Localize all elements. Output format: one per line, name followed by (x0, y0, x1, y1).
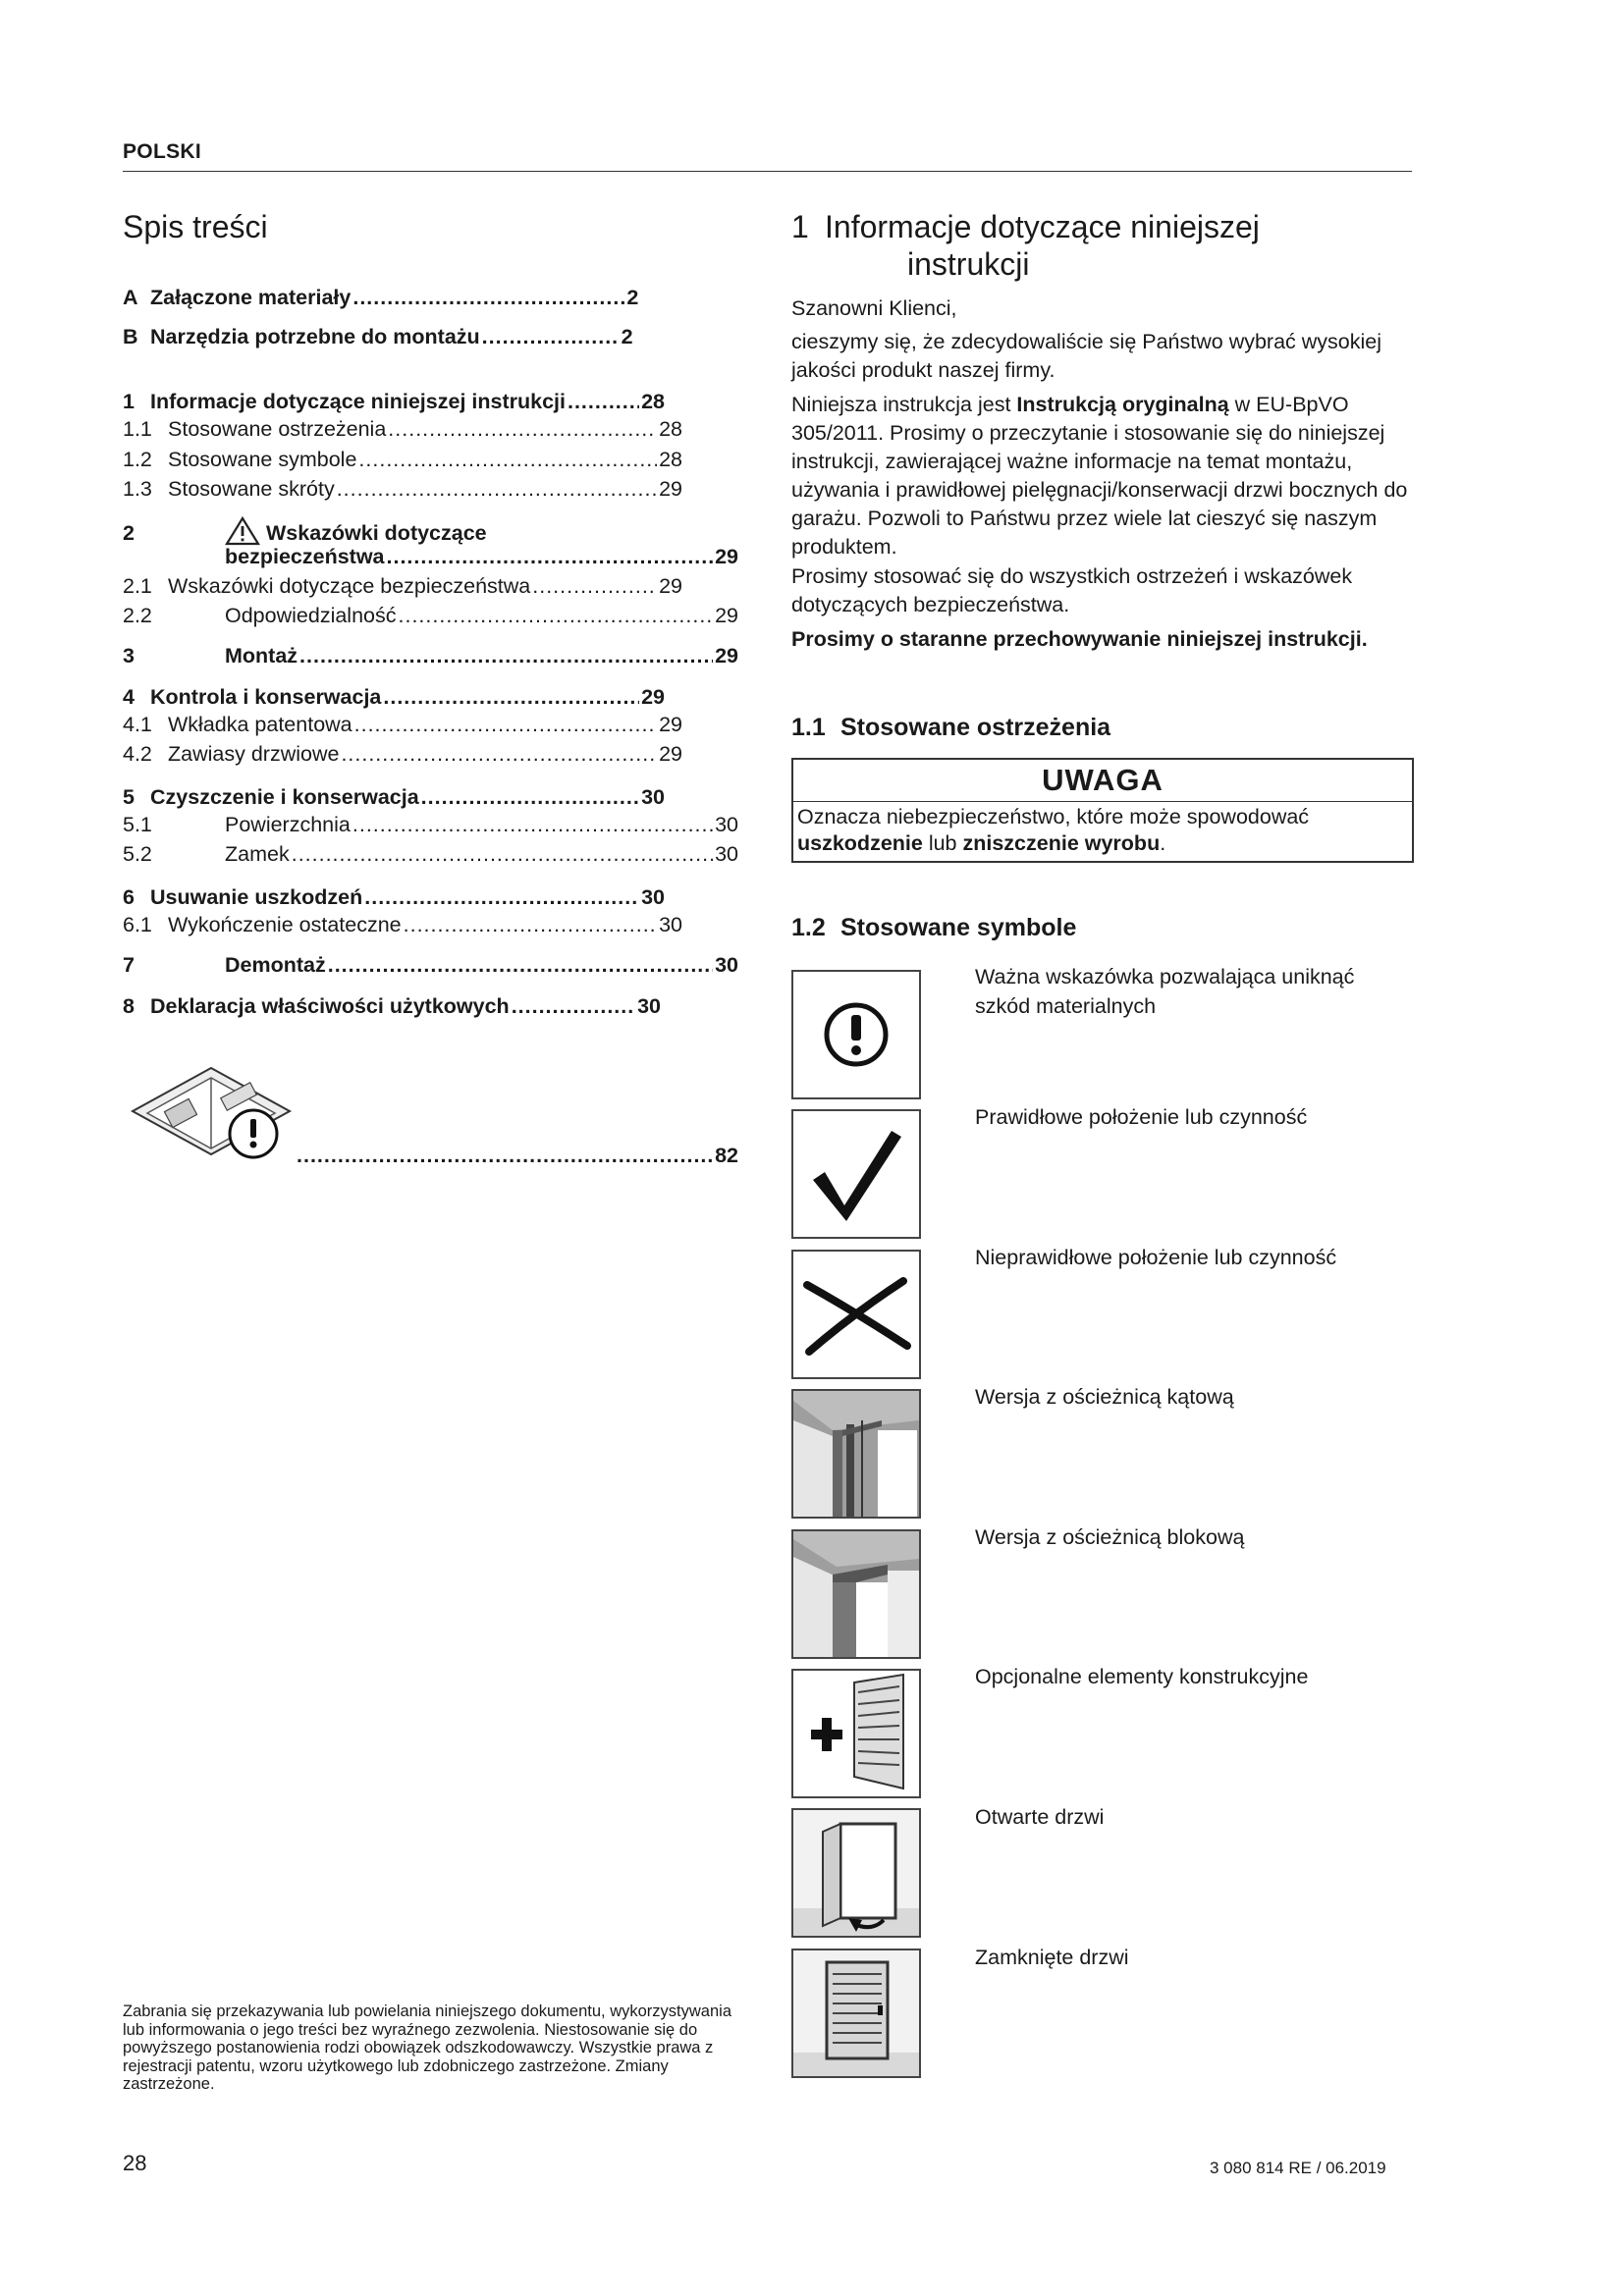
symbol-description: Otwarte drzwi (975, 1805, 1105, 1829)
toc-entry[interactable]: 4 Kontrola i konserwacja ..... 29 (123, 680, 665, 710)
open-door-icon (791, 1808, 921, 1938)
intro-paragraph: cieszymy się, że zdecydowaliście się Państwo wybrać wysokiej jakości produkt naszej firmy. (791, 330, 1382, 382)
toc-entry[interactable]: 7 Demontaż ..... 30 (123, 948, 738, 978)
optional-parts-icon (791, 1669, 921, 1798)
copyright-note: Zabrania się przekazywania lub powielania niniejszego dokumentu, wykorzystywania lub informowania o jego treści bez wyraźnego zezwolenia. Niestosowanie się do powyższego postanowienia rodzi obowiązek odszkodowawczy. Wszystkie prawa z rejestracji patentu, wzoru użytkowego lub zdobniczego zastrzeżone. Zmiany zastrzeżone. (123, 2002, 731, 2093)
toc-entry[interactable]: 1 Informacje dotyczące niniejszej instrukcji ..... 28 (123, 385, 665, 414)
warning-box (791, 758, 1414, 863)
toc-entry-2-line2[interactable]: bezpieczeństwa ..... 29 (225, 540, 738, 569)
symbol-description: Opcjonalne elementy konstrukcyjne (975, 1665, 1309, 1688)
keep-instructions-paragraph: Prosimy o staranne przechowywanie niniejszej instrukcji. (791, 627, 1368, 651)
cross-icon (791, 1250, 921, 1379)
toc-entry[interactable]: 6.1 Wykończenie ostateczne ..... 30 (123, 908, 682, 937)
document-code: 3 080 814 RE / 06.2019 (1210, 2159, 1386, 2177)
symbol-description: Zamknięte drzwi (975, 1946, 1129, 1969)
section-1-1-title: 1.1 Stosowane ostrzeżenia (791, 714, 1111, 741)
exclamation-icon (791, 970, 921, 1099)
warning-label: UWAGA (793, 760, 1412, 802)
section-1-title: 1 Informacje dotyczące niniejszej instrukcji (791, 209, 1260, 282)
toc-entry[interactable]: 2.2 Odpowiedzialność ..... 29 (123, 599, 738, 628)
toc-entry[interactable]: 5.2 Zamek ..... 30 (123, 837, 738, 867)
header-divider (123, 171, 1412, 172)
original-instruction-paragraph: Niniejsza instrukcja jest Instrukcją oryginalną w EU-BpVO 305/2011. Prosimy o przeczytanie i stosowanie się do niniejszej instrukcji, zawierającej ważne informacje na temat montażu, używania i prawidłowej pielęgnacji/konserwacji drzwi bocznych do garażu. Pozwoli to Państwu przez wiele lat cieszyć się naszym produktem. (791, 393, 1408, 559)
toc-entry[interactable]: 4.2 Zawiasy drzwiowe ..... 29 (123, 737, 682, 767)
greeting: Szanowni Klienci, (791, 296, 957, 320)
toc-entry[interactable]: 4.1 Wkładka patentowa ..... 29 (123, 708, 682, 737)
toc-entry[interactable]: 5 Czyszczenie i konserwacja ..... 30 (123, 780, 665, 810)
toc-entry[interactable]: 1.2 Stosowane symbole ..... 28 (123, 443, 682, 472)
closed-door-icon (791, 1949, 921, 2078)
toc-title: Spis treści (123, 209, 268, 244)
checkmark-icon (791, 1109, 921, 1239)
symbol-description: Ważna wskazówka pozwalająca uniknąć szkód materialnych (975, 965, 1355, 1018)
page-number: 28 (123, 2151, 147, 2175)
appendix-booklet-icon (128, 1060, 295, 1163)
symbol-description: Wersja z ościeżnicą kątową (975, 1385, 1234, 1409)
toc-entry[interactable]: B Narzędzia potrzebne do montażu ..... 2 (123, 320, 738, 349)
symbol-description: Prawidłowe położenie lub czynność (975, 1105, 1308, 1129)
safety-paragraph: Prosimy stosować się do wszystkich ostrzeżeń i wskazówek dotyczących bezpieczeństwa. (791, 564, 1353, 616)
toc-entry[interactable]: 1.1 Stosowane ostrzeżenia ..... 28 (123, 412, 682, 442)
toc-entry-2-line1[interactable]: 2 Wskazówki dotyczące (123, 516, 712, 546)
symbol-description: Wersja z ościeżnicą blokową (975, 1525, 1245, 1549)
toc-entry[interactable]: 8 Deklaracja właściwości użytkowych ..... 30 (123, 989, 661, 1019)
warning-text: Oznacza niebezpieczeństwo, które może spowodować uszkodzenie lub zniszczenie wyrobu. (797, 805, 1310, 855)
section-1-2-title: 1.2 Stosowane symbole (791, 914, 1077, 941)
toc-entry[interactable]: 3 Montaż ..... 29 (123, 639, 738, 668)
toc-entry[interactable]: 2.1 Wskazówki dotyczące bezpieczeństwa ..... 29 (123, 569, 682, 599)
toc-appendix-entry[interactable]: ..... 82 (295, 1139, 738, 1168)
toc-entry[interactable]: 5.1 Powierzchnia ..... 30 (123, 808, 738, 837)
symbol-description: Nieprawidłowe położenie lub czynność (975, 1246, 1337, 1269)
toc-entry[interactable]: A Załączone materiały ..... 2 (123, 281, 738, 310)
block-frame-icon (791, 1529, 921, 1659)
toc-entry[interactable]: 1.3 Stosowane skróty ..... 29 (123, 472, 682, 502)
angle-frame-icon (791, 1389, 921, 1519)
language-label: POLSKI (123, 140, 201, 163)
toc-entry[interactable]: 6 Usuwanie uszkodzeń ..... 30 (123, 881, 665, 910)
